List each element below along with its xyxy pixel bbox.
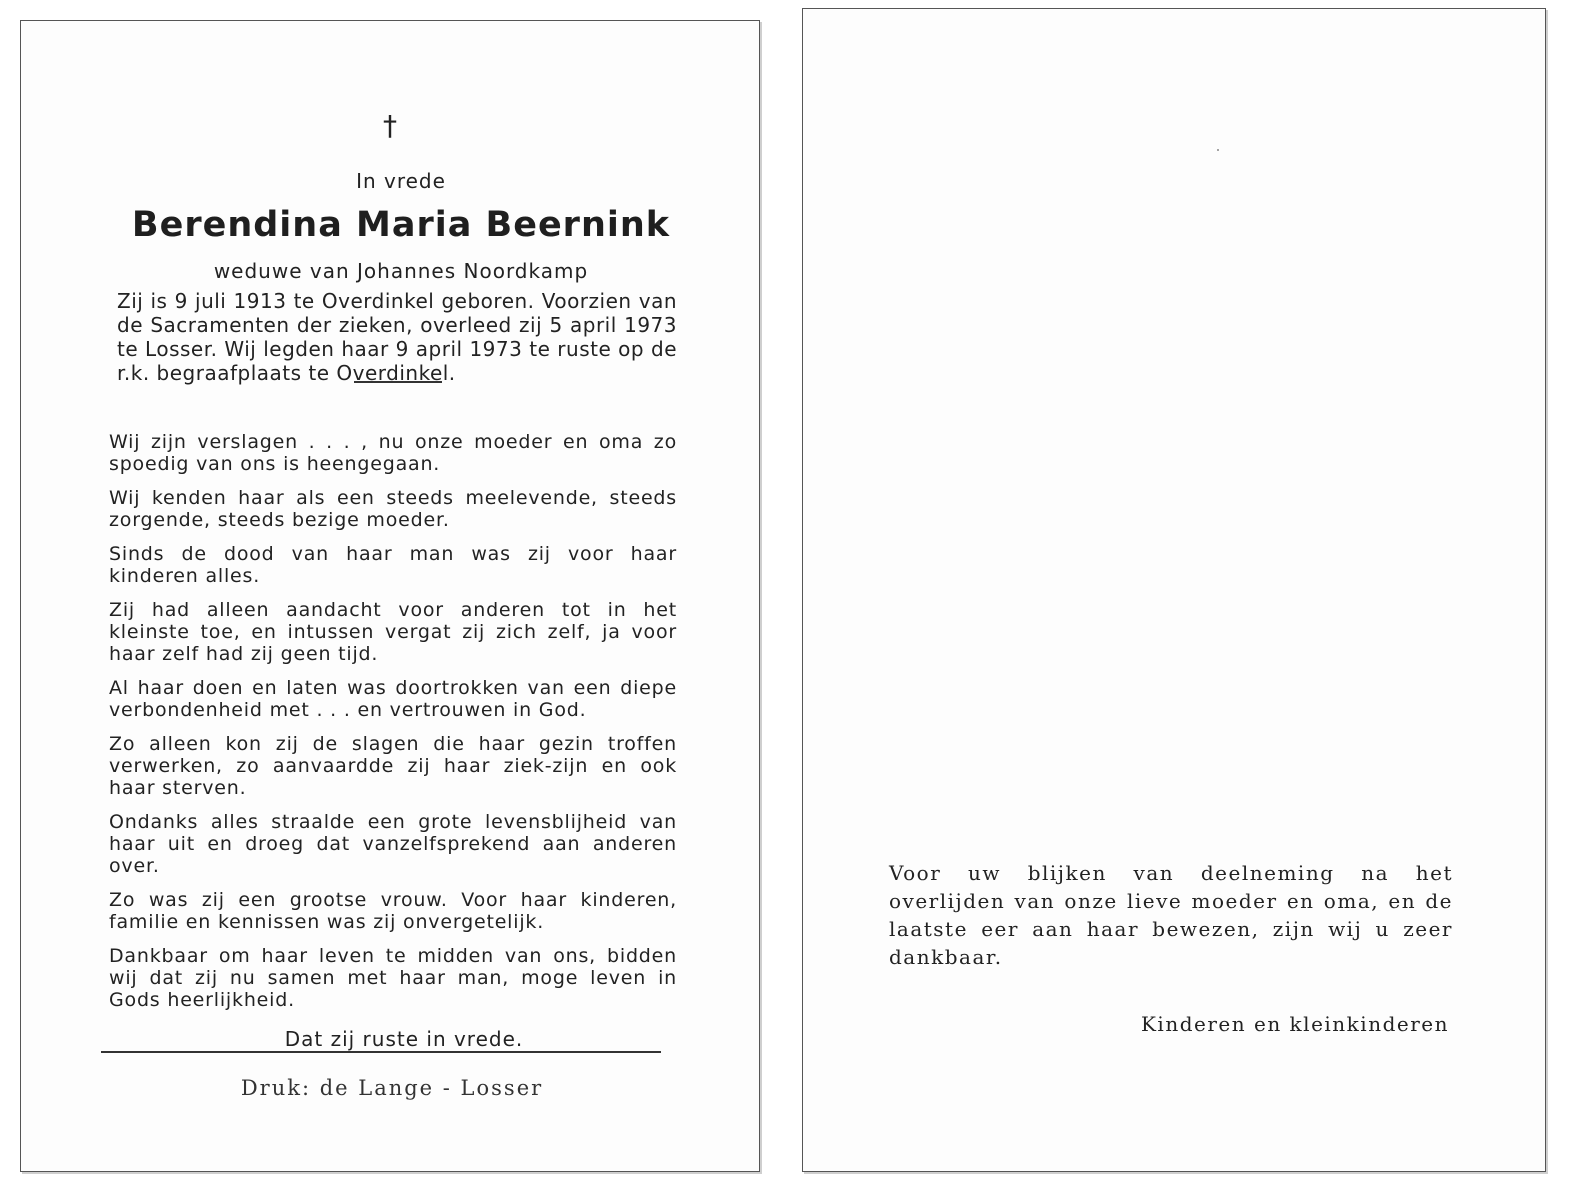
printer-credit: Druk: de Lange - Losser (240, 1076, 544, 1100)
stanza: Al haar doen en laten was doortrokken van een diepe verbondenheid met . . . en vertrouwen in God. (109, 677, 677, 721)
paper-speck (1217, 149, 1219, 151)
divider-short (354, 381, 442, 383)
memorial-card-back (802, 8, 1546, 1172)
stanza: Ondanks alles straalde een grote levensblijheid van haar uit en droeg dat vanzelfsprekend aan anderen over. (109, 811, 677, 877)
subtitle-widow: weduwe van Johannes Noordkamp (213, 259, 589, 283)
stanza: Wij zijn verslagen . . . , nu onze moeder en oma zo spoedig van ons is heengegaan. (109, 431, 677, 475)
closing-line: Dat zij ruste in vrede. (284, 1027, 524, 1051)
divider-bottom (101, 1051, 661, 1053)
signature-line: Kinderen en kleinkinderen (1140, 1012, 1449, 1036)
stanza: Wij kenden haar als een steeds meelevende, steeds zorgende, steeds bezige moeder. (109, 487, 677, 531)
thank-you-text: Voor uw blijken van deelneming na het overlijden van onze lieve moeder en oma, en de laatste eer aan haar bewezen, zijn wij u zeer dankbaar. (889, 861, 1453, 969)
stanza: Zo was zij een grootse vrouw. Voor haar kinderen, familie en kennissen was zij onvergetelijk. (109, 889, 677, 933)
memorial-text (109, 431, 677, 1023)
biography-paragraph: Zij is 9 juli 1913 te Overdinkel geboren. Voorzien van de Sacramenten der zieken, overleed zij 5 april 1973 te Losser. Wij legden haar 9 april 1973 te ruste op de r.k. begraafplaats te Overdinkel. (117, 289, 677, 385)
deceased-name: Berendina Maria Beernink (131, 205, 671, 245)
stanza: Dankbaar om haar leven te midden van ons, bidden wij dat zij nu samen met haar man, moge leven in Gods heerlijkheid. (109, 945, 677, 1011)
stanza: Zo alleen kon zij de slagen die haar gezin troffen verwerken, zo aanvaardde zij haar ziek-zijn en ook haar sterven. (109, 733, 677, 799)
stanza: Sinds de dood van haar man was zij voor haar kinderen alles. (109, 543, 677, 587)
memorial-card-front (20, 20, 760, 1172)
heading-in-vrede: In vrede (356, 169, 446, 193)
stanza: Zij had alleen aandacht voor anderen tot in het kleinste toe, en intussen vergat zij zich zelf, ja voor haar zelf had zij geen tijd. (109, 599, 677, 665)
cross-icon: † (383, 109, 397, 142)
